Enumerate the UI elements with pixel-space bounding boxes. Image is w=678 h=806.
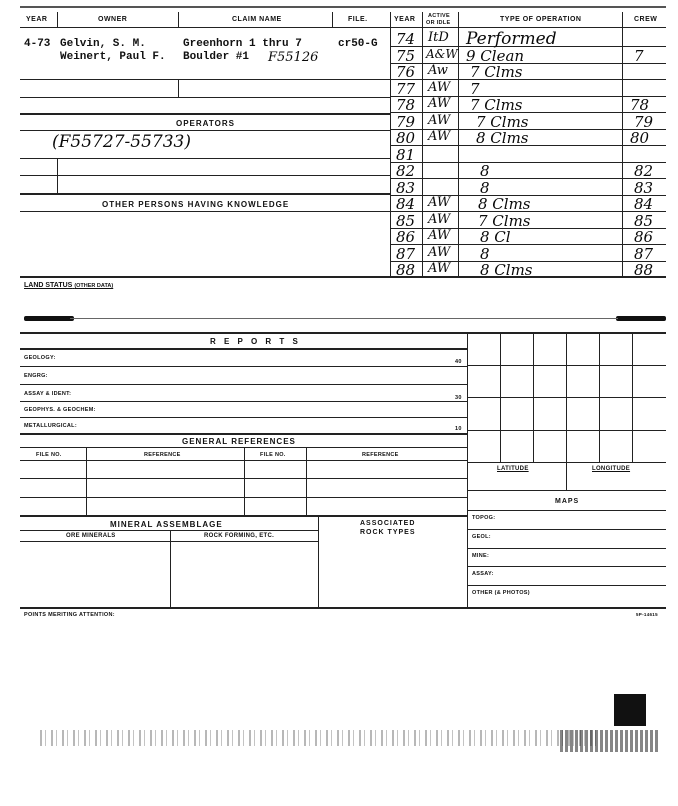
report-num: 40 (455, 359, 462, 365)
land-status-black-bar-right (616, 316, 666, 321)
claim-2-handwritten-note: F55126 (268, 50, 319, 65)
header-bottom-rule (20, 27, 666, 28)
log-crew: 88 (634, 261, 654, 279)
log-operation: 8 (480, 179, 490, 197)
claim-year: 4-73 (24, 38, 51, 50)
points-meriting-attention: POINTS MERITING ATTENTION: (24, 612, 115, 618)
log-operation: 8 (480, 162, 490, 180)
col-header-type-of-operation: TYPE OF OPERATION (500, 16, 582, 23)
log-operation: 7 Clms (476, 113, 529, 131)
maps-row-label: TOPOG: (472, 515, 496, 521)
log-crew: 7 (634, 47, 644, 65)
log-status: AW (428, 96, 451, 111)
owner-1: Gelvin, S. M. (60, 38, 146, 50)
report-label: GEOPHYS. & GEOCHEM: (24, 407, 96, 413)
log-status: AW (428, 195, 451, 210)
scan-black-mark (614, 694, 646, 726)
log-crew: 78 (630, 96, 650, 114)
col-header-crew: CREW (634, 16, 658, 23)
log-year: 84 (396, 195, 416, 213)
row-rule (20, 130, 390, 131)
operators-title: OPERATORS (176, 119, 235, 128)
log-year: 85 (396, 212, 416, 230)
log-status: Aw (428, 63, 448, 78)
log-crew: 83 (634, 179, 654, 197)
col-header-or-idle: OR IDLE (426, 20, 451, 26)
hdr-div (178, 12, 179, 27)
log-status: AW (428, 80, 451, 95)
log-year: 79 (396, 113, 416, 131)
row-div (57, 158, 58, 193)
rock-forming-label: ROCK FORMING, ETC. (204, 533, 275, 539)
log-operation: Performed (466, 29, 557, 49)
row-div (178, 79, 179, 97)
log-year: 83 (396, 179, 416, 197)
log-crew: 84 (634, 195, 654, 213)
row-rule (20, 175, 390, 176)
log-year: 74 (396, 30, 416, 48)
log-year: 88 (396, 261, 416, 279)
col-header-active: ACTIVE (428, 13, 450, 19)
reports-header-rule (20, 348, 467, 350)
log-operation: 7 Clms (470, 96, 523, 114)
scan-noise-right (560, 730, 660, 752)
reports-top-rule (20, 332, 666, 334)
maps-row-label: MINE: (472, 553, 490, 559)
report-label: ENGRG: (24, 373, 48, 379)
operators-rule (20, 113, 390, 115)
log-year: 77 (396, 80, 416, 98)
log-operation: 8 Clms (480, 261, 533, 279)
log-year: 80 (396, 129, 416, 147)
claim-name-1: Greenhorn 1 thru 7 (183, 38, 302, 50)
report-label: ASSAY & IDENT: (24, 391, 72, 397)
col-header-year: YEAR (26, 16, 48, 23)
rock-types-label: ROCK TYPES (360, 529, 416, 536)
log-status: ItD (428, 30, 449, 45)
report-label: GEOLOGY: (24, 355, 56, 361)
claim-file: cr50-G (338, 38, 378, 50)
log-year: 75 (396, 47, 416, 65)
log-crew: 86 (634, 228, 654, 246)
log-crew: 85 (634, 212, 654, 230)
log-status: AW (428, 245, 451, 260)
owner-2: Weinert, Paul F. (60, 51, 166, 63)
log-crew: 80 (630, 129, 650, 147)
log-status: AW (428, 129, 451, 144)
log-year: 76 (396, 63, 416, 81)
report-label: METALLURGICAL: (24, 423, 77, 429)
form-number: 5P-14615 (636, 612, 658, 617)
row-rule (20, 97, 390, 98)
log-year: 82 (396, 162, 416, 180)
col-header-file: FILE. (348, 16, 368, 23)
log-year: 87 (396, 245, 416, 263)
land-status-top-rule (20, 276, 666, 278)
col-header-year-2: YEAR (394, 16, 416, 23)
top-border (20, 6, 666, 8)
col-header-owner: OWNER (98, 16, 128, 23)
log-operation: 8 (480, 245, 490, 263)
log-crew: 87 (634, 245, 654, 263)
maps-row-label: ASSAY: (472, 571, 494, 577)
gref-col-reference-2: REFERENCE (362, 452, 399, 458)
log-status: A&W (426, 47, 458, 61)
log-operation: 8 Clms (476, 129, 529, 147)
maps-title: MAPS (555, 498, 580, 505)
longitude-label: LONGITUDE (592, 466, 631, 472)
log-operation: 7 Clms (470, 63, 523, 81)
land-status-title: LAND STATUS (OTHER DATA) (24, 282, 114, 289)
log-operation: 7 Clms (478, 212, 531, 230)
row-rule (20, 79, 390, 80)
scan-noise-band (40, 730, 600, 746)
log-crew: 79 (634, 113, 654, 131)
row-rule (20, 211, 390, 212)
mineral-bottom-rule (20, 607, 666, 609)
claim-name-2: Boulder #1 (183, 51, 250, 63)
log-year: 86 (396, 228, 416, 246)
land-status-rule (70, 318, 618, 319)
maps-row-label: GEOL: (472, 534, 491, 540)
mineral-assemblage-title: MINERAL ASSEMBLAGE (110, 520, 223, 529)
latitude-label: LATITUDE (497, 466, 529, 472)
other-persons-rule (20, 193, 390, 195)
operators-entry: (F55727-55733) (52, 132, 191, 152)
log-status: AW (428, 228, 451, 243)
log-status: AW (428, 261, 451, 276)
col-header-claim-name: CLAIM NAME (232, 16, 282, 23)
log-operation: 7 (470, 80, 480, 98)
row-rule (20, 158, 390, 159)
associated-label: ASSOCIATED (360, 520, 416, 527)
ore-minerals-label: ORE MINERALS (66, 533, 116, 539)
general-references-title: GENERAL REFERENCES (182, 437, 296, 446)
log-status: AW (428, 113, 451, 128)
gref-col-reference: REFERENCE (144, 452, 181, 458)
gref-col-file-no-2: FILE NO. (260, 452, 286, 458)
log-year: 78 (396, 96, 416, 114)
hdr-div (57, 12, 58, 27)
hdr-div (332, 12, 333, 27)
report-num: 10 (455, 426, 462, 432)
reports-title: R E P O R T S (210, 337, 301, 346)
gref-col-file-no: FILE NO. (36, 452, 62, 458)
log-crew: 82 (634, 162, 654, 180)
log-year: 81 (396, 146, 416, 164)
log-operation: 8 Clms (478, 195, 531, 213)
log-operation: 9 Clean (466, 47, 525, 65)
log-status: AW (428, 212, 451, 227)
log-operation: 8 Cl (480, 228, 511, 246)
report-num: 30 (455, 395, 462, 401)
land-status-black-bar-left (24, 316, 74, 321)
other-persons-title: OTHER PERSONS HAVING KNOWLEDGE (102, 200, 290, 209)
maps-row-label: OTHER (& PHOTOS) (472, 590, 530, 596)
